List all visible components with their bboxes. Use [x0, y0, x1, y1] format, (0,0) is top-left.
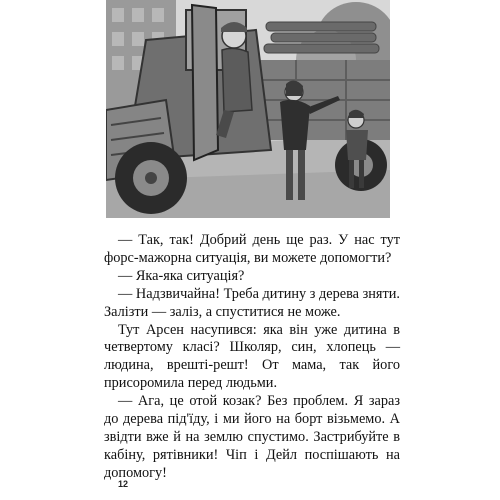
- paragraph: — Яка-яка ситуація?: [118, 267, 245, 284]
- paragraph: — Надзвичайна! Треба дитину з дерева зняти. Залізти — заліз, а спуститися не може.: [104, 285, 400, 320]
- story-text: [104, 232, 400, 483]
- paragraph: Тут Арсен насупився: яка він уже дитина в четвертому класі? Школяр, син, хлопець — людина, врешті-решт! От мама, так його присоромила перед людьми.: [104, 321, 400, 392]
- paragraph: — Ага, це отой козак? Без проблем. Я зараз до дерева під'їду, і ми його на борт візьмемо. А звідти вже й на землю спустимо. Застрибуйте в кабіну, рятівники! Чіп і Дейл поспішають на допомогу!: [104, 393, 400, 481]
- page-number: 12: [118, 479, 129, 489]
- paragraph: — Так, так! Добрий день ще раз. У нас тут форс-мажорна ситуація, ви можете допомогти?: [104, 232, 400, 266]
- truck-scene-illustration: [106, 0, 390, 218]
